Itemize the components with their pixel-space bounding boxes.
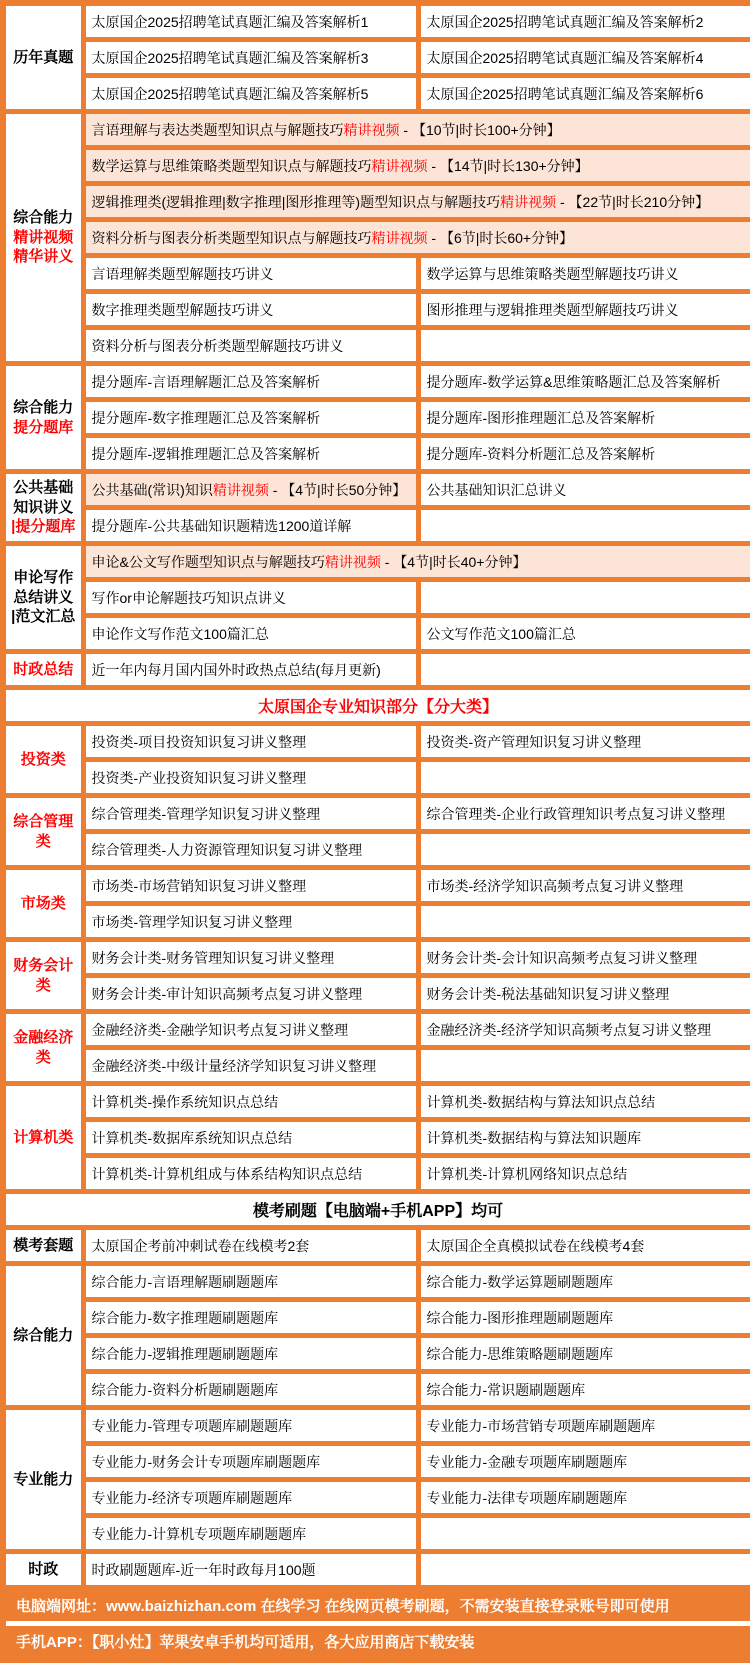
course-table-body [3,3,750,1660]
cell-text: 言语理解与表达类题型知识点与解题技巧 [91,121,344,138]
section-label-cell [3,1012,83,1084]
table-row [3,724,750,760]
cell-text: 计算机类-数据库系统知识点总结 [91,1129,293,1146]
banner-row [3,688,750,724]
course-item-cell [418,868,750,904]
section-label-cell [3,940,83,1012]
section-label-cell [3,796,83,868]
table-row [3,40,750,76]
cell-text: 提分题库-公共基础知识题精选1200道详解 [91,517,352,534]
course-item-cell [418,1264,750,1300]
course-item-cell [418,1048,750,1084]
course-item-cell [83,796,418,832]
cell-text: 太原国企考前冲刺试卷在线模考2套 [91,1237,310,1254]
section-label-cell [3,1228,83,1264]
course-item-cell [83,940,418,976]
cell-text: 图形推理与逻辑推理类题型解题技巧讲义 [426,301,679,318]
course-item-cell [418,760,750,796]
course-item-cell [83,1300,418,1336]
course-item-cell [83,724,418,760]
cell-text: 金融经济类-中级计量经济学知识复习讲义整理 [91,1057,377,1074]
table-row [3,1120,750,1156]
cell-text: 申论&公文写作题型知识点与解题技巧 [91,553,325,570]
cell-text: 近一年内每月国内国外时政热点总结(每月更新) [91,661,381,678]
course-item-cell [83,1120,418,1156]
cell-text: 时政刷题题库-近一年时政每月100题 [91,1561,316,1578]
course-item-cell [83,256,418,292]
cell-text: 市场类-管理学知识复习讲义整理 [91,913,293,930]
course-item-cell [418,328,750,364]
course-item-cell [83,472,418,508]
highlight-text: 太原国企专业知识部分【分大类】 [257,699,498,716]
cell-text: - 【6节|时长60+分钟】 [427,229,574,246]
cell-text: 专业能力-市场营销专项题库刷题题库 [426,1417,656,1434]
table-row [3,364,750,400]
course-item-cell [418,1408,750,1444]
table-row [3,544,750,580]
section-label-cell [3,544,83,652]
cell-text: 提分题库-资料分析题汇总及答案解析 [426,445,656,462]
cell-text: 太原国企2025招聘笔试真题汇编及答案解析2 [426,13,704,30]
table-row [3,328,750,364]
cell-text: - 【10节|时长100+分钟】 [399,121,561,138]
course-item-cell [83,508,418,544]
course-item-cell [83,1480,418,1516]
cell-text: 市场类-市场营销知识复习讲义整理 [91,877,307,894]
cell-text: 综合能力-数字推理题刷题题库 [91,1309,279,1326]
course-item-cell [83,1444,418,1480]
section-label-line: 金融经济 [13,1029,74,1046]
cell-text: 手机APP：【职小灶】苹果安卓手机均可适用，各大应用商店下载安装 [16,1634,475,1651]
course-item-cell [83,1552,418,1588]
section-label-line: 历年真题 [13,48,74,66]
cell-text: 综合能力-逻辑推理题刷题题库 [91,1345,279,1362]
table-row [3,1372,750,1408]
cell-text: - 【4节|时长50分钟】 [268,481,407,498]
footer-row [3,1588,750,1624]
table-row [3,3,750,40]
cell-text: 计算机类-操作系统知识点总结 [91,1093,279,1110]
course-item-cell [83,1516,418,1552]
section-label-line: 市场类 [20,894,66,912]
cell-text: 提分题库-数学运算&思维策略题汇总及答案解析 [426,373,721,390]
section-label-line: 时政总结 [13,660,74,678]
section-label-line: 精华讲义 [13,248,74,266]
cell-text: 提分题库-言语理解题汇总及答案解析 [91,373,321,390]
table-row [3,112,750,148]
cell-text: 市场类-经济学知识高频考点复习讲义整理 [426,877,684,894]
section-label-line: 时政 [28,1560,59,1578]
table-row [3,220,750,256]
section-label-line: 投资类 [20,750,66,768]
cell-text: 综合能力-常识题刷题题库 [426,1381,586,1398]
table-row [3,796,750,832]
course-item-cell [418,904,750,940]
cell-text: 公共基础知识汇总讲义 [426,481,567,498]
cell-text: 数学运算与思维策略类题型解题技巧讲义 [426,265,679,282]
section-label-cell [3,1084,83,1192]
course-item-cell [83,1012,418,1048]
highlight-text: 精讲视频 [500,193,557,210]
cell-text: 财务会计类-税法基础知识复习讲义整理 [426,985,670,1002]
course-item-cell [83,148,750,184]
course-item-cell [83,1048,418,1084]
course-item-cell [83,832,418,868]
table-row [3,1012,750,1048]
cell-text: 太原国企2025招聘笔试真题汇编及答案解析4 [426,49,704,66]
course-item-cell [83,616,418,652]
section-label-line: 财务会计 [13,957,74,974]
course-item-cell [83,976,418,1012]
course-item-cell [83,1228,418,1264]
course-item-cell [83,1156,418,1192]
section-label-cell [3,1264,83,1408]
table-row [3,292,750,328]
course-item-cell [418,508,750,544]
highlight-text: 精讲视频 [371,229,428,246]
cell-text: 资料分析与图表分析类题型知识点与解题技巧 [91,229,372,246]
table-row [3,1156,750,1192]
cell-text: 数字推理类题型解题技巧讲义 [91,301,274,318]
cell-text: 综合能力-资料分析题刷题题库 [91,1381,279,1398]
course-item-cell [418,1228,750,1264]
section-label-cell [3,472,83,544]
cell-text: 太原国企2025招聘笔试真题汇编及答案解析1 [91,13,369,30]
course-item-cell [418,1012,750,1048]
cell-text: 专业能力-财务会计专项题库刷题题库 [91,1453,321,1470]
cell-text: 财务会计类-会计知识高频考点复习讲义整理 [426,949,698,966]
table-row [3,436,750,472]
banner-row [3,1192,750,1228]
table-row [3,1300,750,1336]
course-item-cell [83,3,418,40]
cell-text: 资料分析与图表分析类题型解题技巧讲义 [91,337,344,354]
course-item-cell [83,328,418,364]
section-label-cell [3,724,83,796]
cell-text: 综合管理类-企业行政管理知识考点复习讲义整理 [426,805,726,822]
cell-text: 专业能力-计算机专项题库刷题题库 [91,1525,307,1542]
section-banner-cell [3,688,750,724]
section-label-line: 总结讲义 [13,588,74,606]
section-label-cell [3,868,83,940]
cell-text: 提分题库-图形推理题汇总及答案解析 [426,409,656,426]
cell-text: 综合能力-思维策略题刷题题库 [426,1345,614,1362]
course-item-cell [83,364,418,400]
table-row [3,1516,750,1552]
section-label-line: 模考套题 [13,1236,74,1254]
course-item-cell [418,580,750,616]
table-row [3,148,750,184]
cell-text: 公共基础(常识)知识 [91,481,213,498]
course-item-cell [83,652,418,688]
cell-text: 数学运算与思维策略类题型知识点与解题技巧 [91,157,372,174]
table-row [3,616,750,652]
course-item-cell [83,1408,418,1444]
course-item-cell [83,868,418,904]
section-label-line: 提分题库 [13,418,74,436]
course-item-cell [83,544,750,580]
course-item-cell [83,400,418,436]
course-item-cell [83,184,750,220]
cell-text: 专业能力-经济专项题库刷题题库 [91,1489,293,1506]
course-item-cell [418,40,750,76]
cell-text: 公文写作范文100篇汇总 [426,625,576,642]
cell-text: - 【4节|时长40+分钟】 [380,553,527,570]
table-row [3,184,750,220]
cell-text: 投资类-产业投资知识复习讲义整理 [91,769,307,786]
table-row [3,1408,750,1444]
course-item-cell [418,1444,750,1480]
highlight-text: 精讲视频 [343,121,400,138]
table-row [3,1480,750,1516]
section-banner-cell [3,1192,750,1228]
cell-text: - 【14节|时长130+分钟】 [427,157,589,174]
footer-row [3,1624,750,1661]
footer-note-cell [3,1588,750,1624]
table-row [3,472,750,508]
table-row [3,1264,750,1300]
course-item-cell [83,760,418,796]
cell-text: 太原国企全真模拟试卷在线模考4套 [426,1237,645,1254]
cell-text: 计算机类-数据结构与算法知识点总结 [426,1093,656,1110]
table-row [3,1444,750,1480]
highlight-text: 精讲视频 [371,157,428,174]
course-item-cell [418,976,750,1012]
cell-text: 太原国企2025招聘笔试真题汇编及答案解析6 [426,85,704,102]
table-row [3,1084,750,1120]
course-item-cell [418,796,750,832]
course-item-cell [418,1120,750,1156]
section-label-line: 综合管理 [13,813,74,830]
section-label-cell [3,112,83,364]
course-item-cell [83,112,750,148]
cell-text: 计算机类-计算机网络知识点总结 [426,1165,628,1182]
section-label-line: 综合能力 [13,1326,74,1344]
course-item-cell [418,292,750,328]
table-row [3,1336,750,1372]
section-label-line: 知识讲义 [13,498,74,516]
section-label-cell [3,1408,83,1552]
table-row [3,868,750,904]
section-label-line: 综合能力 [13,209,74,227]
course-item-cell [418,1336,750,1372]
cell-text: 综合能力-数学运算题刷题题库 [426,1273,614,1290]
section-label-line: |范文汇总 [11,608,76,626]
cell-text: 专业能力-金融专项题库刷题题库 [426,1453,628,1470]
section-label-line: 计算机类 [13,1128,74,1146]
course-item-cell [418,1480,750,1516]
table-row [3,1552,750,1588]
course-item-cell [83,1264,418,1300]
cell-text: 模考刷题【电脑端+手机APP】均可 [252,1203,504,1220]
cell-text: 计算机类-数据结构与算法知识题库 [426,1129,642,1146]
course-item-cell [418,1156,750,1192]
table-row [3,1048,750,1084]
section-label-line: 类 [35,976,51,994]
table-row [3,652,750,688]
section-label-cell [3,3,83,112]
cell-text: 综合能力-图形推理题刷题题库 [426,1309,614,1326]
course-item-cell [418,1516,750,1552]
table-row [3,940,750,976]
table-row [3,1228,750,1264]
cell-text: 综合能力-言语理解题刷题题库 [91,1273,279,1290]
course-item-cell [83,40,418,76]
course-item-cell [418,832,750,868]
section-label-line: 综合能力 [13,399,74,416]
course-item-cell [83,220,750,256]
course-item-cell [418,724,750,760]
table-row [3,976,750,1012]
section-label-line: |提分题库 [11,518,76,536]
cell-text: 投资类-资产管理知识复习讲义整理 [426,733,642,750]
cell-text: 专业能力-管理专项题库刷题题库 [91,1417,293,1434]
cell-text: 太原国企2025招聘笔试真题汇编及答案解析5 [91,85,369,102]
table-row [3,760,750,796]
course-item-cell [418,616,750,652]
course-item-cell [418,472,750,508]
section-label-cell [3,364,83,472]
section-label-line: 精讲视频 [13,228,74,246]
cell-text: - 【22节|时长210分钟】 [556,193,710,210]
course-item-cell [83,904,418,940]
section-label-line: 专业能力 [13,1470,74,1488]
course-item-cell [83,292,418,328]
course-item-cell [418,400,750,436]
course-item-cell [418,652,750,688]
course-item-cell [418,76,750,112]
cell-text: 太原国企2025招聘笔试真题汇编及答案解析3 [91,49,369,66]
cell-text: 财务会计类-财务管理知识复习讲义整理 [91,949,335,966]
cell-text: 提分题库-逻辑推理题汇总及答案解析 [91,445,321,462]
course-item-cell [418,1372,750,1408]
cell-text: 综合管理类-管理学知识复习讲义整理 [91,805,321,822]
cell-text: 专业能力-法律专项题库刷题题库 [426,1489,628,1506]
course-item-cell [83,1084,418,1120]
course-item-cell [418,940,750,976]
cell-text: 财务会计类-审计知识高频考点复习讲义整理 [91,985,363,1002]
course-item-cell [418,1084,750,1120]
cell-text: 逻辑推理类(逻辑推理|数字推理|图形推理等)题型知识点与解题技巧 [91,193,501,210]
course-item-cell [83,1336,418,1372]
cell-text: 投资类-项目投资知识复习讲义整理 [91,733,307,750]
section-label-line: 类 [35,832,51,850]
highlight-text: 精讲视频 [212,481,269,498]
table-row [3,76,750,112]
cell-text: 综合管理类-人力资源管理知识复习讲义整理 [91,841,363,858]
course-item-cell [418,1552,750,1588]
section-label-line: 公共基础 [13,479,74,497]
section-label-cell [3,652,83,688]
course-item-cell [418,256,750,292]
cell-text: 言语理解类题型解题技巧讲义 [91,265,274,282]
table-row [3,400,750,436]
cell-text: 电脑端网址：www.baizhizhan.com 在线学习 在线网页模考刷题，不需安装直接登录账号即可使用 [16,1598,670,1615]
highlight-text: 精讲视频 [324,553,381,570]
cell-text: 提分题库-数字推理题汇总及答案解析 [91,409,321,426]
cell-text: 写作or申论解题技巧知识点讲义 [91,589,286,606]
table-row [3,832,750,868]
section-label-line: 申论写作 [13,569,74,587]
table-row [3,580,750,616]
cell-text: 计算机类-计算机组成与体系结构知识点总结 [91,1165,363,1182]
cell-text: 金融经济类-经济学知识高频考点复习讲义整理 [426,1021,712,1038]
course-item-cell [83,76,418,112]
cell-text: 金融经济类-金融学知识考点复习讲义整理 [91,1021,349,1038]
course-item-cell [418,436,750,472]
course-item-cell [83,436,418,472]
course-item-cell [83,580,418,616]
section-label-line: 类 [35,1048,51,1066]
course-item-cell [418,3,750,40]
footer-note-cell [3,1624,750,1661]
table-row [3,508,750,544]
course-item-cell [83,1372,418,1408]
table-row [3,256,750,292]
table-row [3,904,750,940]
section-label-cell [3,1552,83,1588]
cell-text: 申论作文写作范文100篇汇总 [91,625,269,642]
course-item-cell [418,1300,750,1336]
course-item-cell [418,364,750,400]
